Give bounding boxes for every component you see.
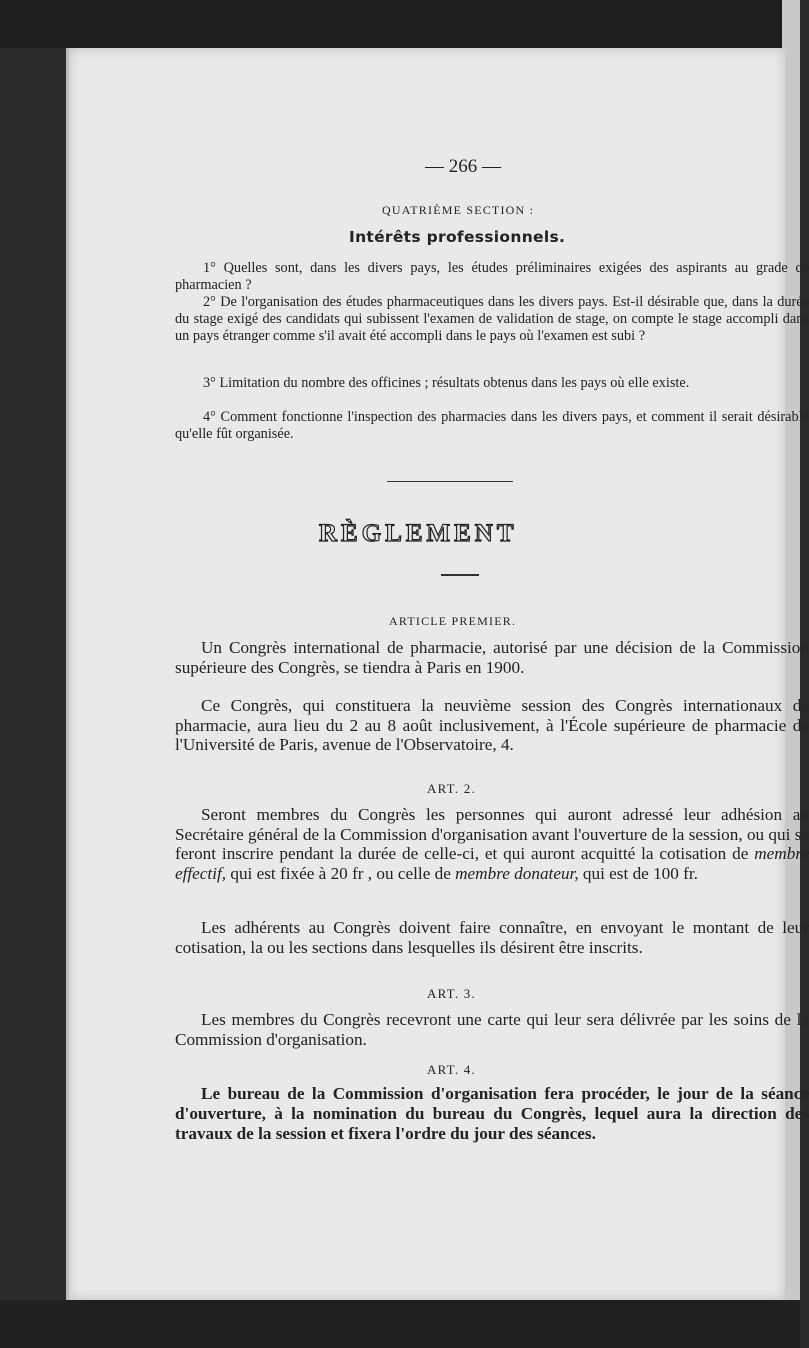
membre-donateur: membre donateur, [455,863,579,883]
question-4: 4° Comment fonctionne l'inspection des pharmacies dans les divers pays, et comment il serait désirable qu'elle fût organisée. [175,409,809,442]
section-title: Intérêts professionnels. [349,228,566,246]
scan-background-top [0,0,800,48]
question-1: 1° Quelles sont, dans les divers pays, les études préliminaires exigées des aspirants au grade de pharmacien ? [175,260,809,293]
article-1-heading: ARTICLE PREMIER. [389,614,517,628]
reglement-heading: RÈGLEMENT [319,520,518,547]
article-2-paragraph-2: Les adhérents au Congrès doivent faire connaître, en envoyant le montant de leur cotisation, la ou les sections dans lesquelles ils désirent être inscrits. [175,918,809,957]
page-number: — 266 — [425,156,501,177]
separator-rule [387,481,513,482]
question-2: 2° De l'organisation des études pharmaceutiques dans les divers pays. Est-il désirable que, dans la durée du stage exigé des candidats qui subissent l'examen de validation de stage, on compte le stage accompli dans un pays étranger comme s'il avait été accompli dans le pays où l'examen est subi ? [175,294,809,344]
heading-underline [441,574,479,576]
article-2-paragraph-1: Seront membres du Congrès les personnes qui auront adressé leur adhésion au Secrétaire général de la Commission d'organisation avant l'ouverture de la session, ou qui se feront inscrire pendant la durée de celle-ci, et qui auront acquitté la cotisation de membre effectif, qui est fixée à 20 fr , ou celle de membre donateur, qui est de 100 fr. [175,805,809,883]
article-4-heading: ART. 4. [427,1062,476,1077]
article-2-heading: ART. 2. [427,781,476,796]
membre-effectif: membre effectif, [175,844,809,883]
document-page [66,48,809,1300]
section-label: QUATRIÈME SECTION : [382,203,535,217]
article-1-paragraph-2: Ce Congrès, qui constituera la neuvième session des Congrès internationaux de pharmacie, aura lieu du 2 au 8 août inclusivement, à l'École supérieure de pharmacie de l'Université de Paris, avenue de l'Observatoire, 4. [175,696,809,755]
article-3-paragraph-1: Les membres du Congrès recevront une carte qui leur sera délivrée par les soins de la Commission d'organisation. [175,1010,809,1049]
article-1-paragraph-1: Un Congrès international de pharmacie, autorisé par une décision de la Commission supérieure des Congrès, se tiendra à Paris en 1900. [175,638,809,677]
scan-background-bottom [0,1300,800,1348]
question-3: 3° Limitation du nombre des officines ; résultats obtenus dans les pays où elle existe. [203,375,690,391]
article-3-heading: ART. 3. [427,986,476,1001]
article-4-paragraph-1: Le bureau de la Commission d'organisation fera procéder, le jour de la séance d'ouverture, à la nomination du bureau du Congrès, lequel aura la direction des travaux de la session et fixera l'ordre du jour des séances. [175,1084,809,1143]
